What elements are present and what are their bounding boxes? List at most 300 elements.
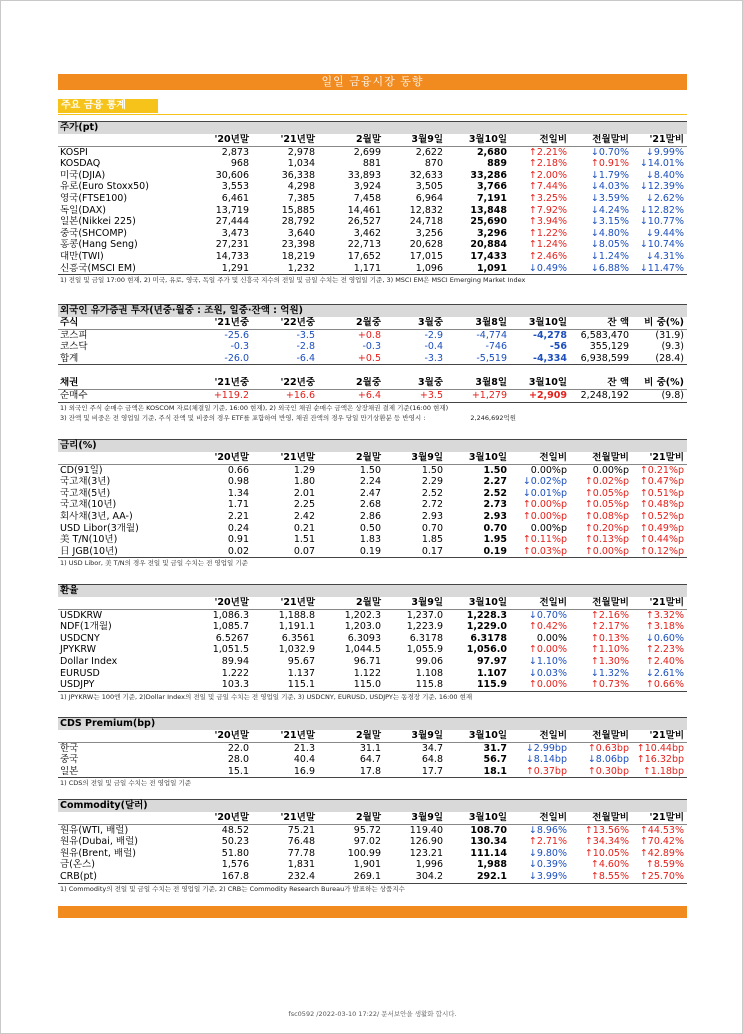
- value-cell: 0.17: [384, 546, 446, 558]
- value-cell: 13,848: [470, 204, 507, 216]
- change-cell: ↑34.34%: [584, 836, 629, 848]
- value-cell: +3.5: [384, 389, 446, 402]
- header-row: [58, 730, 687, 742]
- change-cell: ↑0.02%p: [584, 476, 629, 488]
- change-cell: ↑2.71%: [528, 836, 567, 848]
- value-cell: 17,652: [347, 250, 381, 262]
- change-cell: ↑0.47%p: [639, 476, 684, 488]
- value-cell: 6,938,599: [570, 353, 632, 365]
- value-cell: (9.3): [661, 341, 684, 353]
- change-cell: ↑10.05%: [584, 847, 629, 859]
- row-label: 영국(FTSE100): [60, 192, 128, 204]
- change-cell: ↓12.39%: [639, 181, 684, 193]
- value-cell: 130.34: [470, 836, 507, 848]
- table-row: [58, 523, 687, 535]
- value-cell: 1,086.3: [212, 609, 249, 621]
- value-cell: 2,680: [476, 146, 507, 158]
- change-cell: ↓1.32%: [590, 667, 629, 679]
- value-cell: 2,978: [287, 146, 315, 158]
- value-cell: 3,296: [476, 227, 507, 239]
- value-cell: 2,699: [353, 146, 381, 158]
- value-cell: 2.01: [293, 487, 315, 499]
- value-cell: 50.23: [221, 836, 249, 848]
- header-row: [58, 597, 687, 609]
- row-label: 원유(Dubai, 배럴): [60, 836, 138, 848]
- column-header: '21말비: [632, 812, 687, 824]
- value-cell: 33,286: [470, 169, 507, 181]
- value-cell: -5,519: [446, 353, 510, 365]
- value-cell: 1.80: [293, 476, 315, 488]
- header-row: [58, 134, 687, 146]
- value-cell: 0.07: [252, 546, 318, 558]
- row-label: 대만(TWI): [60, 250, 104, 262]
- value-cell: 1,051.5: [212, 644, 249, 656]
- value-cell: 18.1: [446, 766, 510, 778]
- value-cell: 15.1: [186, 766, 252, 778]
- column-header: 3월10일: [446, 452, 510, 464]
- value-cell: 6.3178: [409, 632, 443, 644]
- value-cell: 64.8: [421, 754, 443, 766]
- change-cell: ↑7.92%: [528, 204, 567, 216]
- change-cell: ↑0.52%p: [639, 510, 684, 522]
- value-cell: 115.1: [252, 679, 318, 691]
- value-cell: 12,832: [409, 204, 443, 216]
- row-label: USD Libor(3개월): [60, 522, 139, 534]
- change-cell: ↓8.14bp: [525, 754, 567, 766]
- change-cell: ↓0.01%p: [522, 487, 567, 499]
- column-header: 전일비: [510, 597, 570, 609]
- value-cell: 0.70: [421, 522, 443, 534]
- value-cell: -3.3: [384, 353, 446, 365]
- value-cell: 968: [230, 158, 249, 170]
- column-header: 전월말비: [570, 730, 632, 742]
- change-cell: ↑3.94%: [528, 216, 567, 228]
- value-cell: 0.02: [186, 546, 252, 558]
- value-cell: (31.9): [655, 329, 684, 341]
- fx-section: [58, 584, 687, 702]
- table-row: [58, 181, 687, 193]
- value-cell: 1,576: [221, 859, 249, 871]
- value-cell: 1,188.8: [278, 609, 315, 621]
- value-cell: 3,924: [353, 181, 381, 193]
- value-cell: 0.66: [227, 464, 249, 476]
- bottom-bar: [58, 906, 687, 918]
- row-label: USDKRW: [60, 609, 103, 621]
- header-row: [58, 377, 687, 389]
- row-label: 국고채(3년): [60, 476, 111, 488]
- column-header: 2월중: [318, 377, 384, 389]
- value-cell: 7,458: [353, 192, 381, 204]
- value-cell: 96.71: [353, 655, 381, 667]
- value-cell: 31.7: [483, 742, 507, 754]
- table-row: [58, 742, 687, 754]
- change-cell: ↑13.56%: [584, 824, 629, 836]
- value-cell: 2.25: [293, 499, 315, 511]
- table-row: [58, 228, 687, 240]
- change-cell: ↓8.96%: [528, 824, 567, 836]
- value-cell: 17.7: [384, 766, 446, 778]
- table-row: [58, 871, 687, 883]
- commodity-section: [58, 799, 687, 894]
- value-cell: -4,278: [533, 329, 567, 341]
- change-cell: ↑2.17%: [590, 621, 629, 633]
- table-row: [58, 609, 687, 621]
- table-row: [58, 170, 687, 182]
- value-cell: -6.4: [252, 353, 318, 365]
- change-cell: ↓11.47%: [632, 263, 687, 275]
- value-cell: 33,893: [347, 169, 381, 181]
- column-header: 3월10일: [510, 317, 570, 329]
- column-header: 2월말: [318, 597, 384, 609]
- value-cell: 1,203.0: [344, 621, 381, 633]
- change-cell: ↑2.16%: [590, 609, 629, 621]
- value-cell: 6,583,470: [580, 329, 629, 341]
- table-row: [58, 668, 687, 680]
- table-row: [58, 754, 687, 766]
- column-header: 전월말비: [570, 597, 632, 609]
- value-cell: 1,232: [252, 263, 318, 275]
- value-cell: 2.68: [359, 499, 381, 511]
- value-cell: 111.14: [470, 847, 507, 859]
- row-label: 원유(WTI, 배럴): [60, 824, 129, 836]
- value-cell: 1.71: [227, 499, 249, 511]
- value-cell: 304.2: [384, 871, 446, 883]
- column-header: 3월중: [384, 377, 446, 389]
- value-cell: 13,719: [215, 204, 249, 216]
- change-cell: ↑0.42%: [528, 621, 567, 633]
- value-cell: 1.50: [359, 464, 381, 476]
- column-header: '21년중: [186, 377, 252, 389]
- stocks-section: [58, 121, 687, 285]
- column-header: 2월말: [318, 812, 384, 824]
- foreign-bond-table: [58, 377, 687, 402]
- value-cell: 119.40: [409, 824, 443, 836]
- change-cell: ↑0.20%p: [584, 522, 629, 534]
- value-cell: 7,385: [287, 192, 315, 204]
- value-cell: 1.83: [359, 534, 381, 546]
- value-cell: (9.8): [632, 389, 687, 402]
- table-row: [58, 216, 687, 228]
- change-cell: ↑0.66%: [632, 679, 687, 691]
- row-label: CD(91일): [60, 464, 103, 476]
- value-cell: 2.47: [359, 487, 381, 499]
- change-cell: ↓9.99%: [645, 146, 684, 158]
- value-cell: +2,909: [510, 389, 570, 402]
- value-cell: 167.8: [186, 871, 252, 883]
- change-cell: ↑0.49%p: [639, 522, 684, 534]
- column-header: 3월중: [384, 317, 446, 329]
- value-cell: 2.24: [359, 476, 381, 488]
- table-row: [58, 621, 687, 633]
- foreign-note-1: 1) 외국인 주식 순매수 금액은 KOSCOM 자료(체결일 기준, 16:00 현재), 2) 외국인 채권 순매수 금액은 상장채권 결제 기준(16:00 현재): [60, 403, 449, 412]
- row-label: 코스닥: [60, 341, 88, 353]
- change-cell: ↑0.00%p: [522, 510, 567, 522]
- stocks-title: 주가(pt): [58, 121, 687, 134]
- table-row: [58, 193, 687, 205]
- column-header: '21말비: [632, 730, 687, 742]
- change-cell: ↑4.60%: [590, 859, 629, 871]
- table-row: [58, 353, 687, 365]
- column-header: '22년중: [252, 377, 318, 389]
- value-cell: -0.4: [424, 341, 443, 353]
- column-header: [58, 134, 186, 146]
- value-cell: 1.95: [483, 534, 507, 546]
- value-cell: 23,398: [281, 239, 315, 251]
- change-cell: ↑16.32bp: [636, 754, 684, 766]
- value-cell: -25.6: [224, 329, 249, 341]
- table-row: [58, 263, 687, 275]
- column-header: '21년말: [252, 812, 318, 824]
- row-label: 한국: [60, 742, 79, 754]
- change-cell: ↓14.01%: [639, 158, 684, 170]
- column-header: '22년중: [252, 317, 318, 329]
- value-cell: 95.67: [287, 655, 315, 667]
- row-label: JPYKRW: [60, 644, 96, 656]
- stocks-table: [58, 134, 687, 275]
- change-cell: ↑44.53%: [639, 824, 684, 836]
- value-cell: 6.3561: [281, 632, 315, 644]
- value-cell: 97.97: [476, 655, 507, 667]
- column-header: 2월말: [318, 452, 384, 464]
- value-cell: 0.50: [359, 522, 381, 534]
- value-cell: -4,774: [476, 329, 507, 341]
- column-header: [58, 597, 186, 609]
- value-cell: 1.108: [415, 667, 443, 679]
- value-cell: 1,056.0: [466, 644, 507, 656]
- value-cell: +0.8: [357, 329, 381, 341]
- column-header: '20년말: [186, 452, 252, 464]
- value-cell: 1.50: [421, 464, 443, 476]
- value-cell: 89.94: [221, 655, 249, 667]
- change-cell: ↑0.51%p: [639, 487, 684, 499]
- change-cell: ↑0.44%p: [639, 534, 684, 546]
- value-cell: 0.19: [318, 546, 384, 558]
- value-cell: 99.06: [415, 655, 443, 667]
- rates-table: [58, 452, 687, 558]
- rates-title: 금리(%): [58, 439, 687, 452]
- change-cell: ↑10.44bp: [636, 742, 684, 754]
- row-label: 美 T/N(10년): [60, 534, 118, 546]
- cds-table: [58, 730, 687, 778]
- change-cell: ↑2.40%: [645, 655, 684, 667]
- value-cell: 21.3: [293, 742, 315, 754]
- table-row: [58, 499, 687, 511]
- fx-table: [58, 597, 687, 692]
- header-row: [58, 812, 687, 824]
- change-cell: ↓12.82%: [639, 204, 684, 216]
- page-title-banner: 일일 금융시장 동향: [58, 74, 687, 90]
- foreign-note-2: [58, 413, 687, 423]
- column-header: '21년말: [252, 597, 318, 609]
- change-cell: ↑0.05%p: [584, 487, 629, 499]
- table-row: [58, 146, 687, 158]
- change-cell: ↓6.88%: [570, 263, 632, 275]
- value-cell: 24,718: [409, 216, 443, 228]
- change-cell: ↑2.23%: [645, 644, 684, 656]
- value-cell: 14,461: [347, 204, 381, 216]
- value-cell: 1,096: [384, 263, 446, 275]
- value-cell: 7,191: [476, 192, 507, 204]
- value-cell: 2.42: [293, 510, 315, 522]
- table-row: [58, 546, 687, 558]
- value-cell: 1.222: [221, 667, 249, 679]
- column-header: 전일비: [510, 730, 570, 742]
- value-cell: 103.3: [186, 679, 252, 691]
- value-cell: 16.9: [252, 766, 318, 778]
- value-cell: 0.91: [227, 534, 249, 546]
- change-cell: ↓4.03%: [590, 181, 629, 193]
- change-cell: ↑0.21%p: [639, 464, 684, 476]
- change-cell: ↑25.70%: [632, 871, 687, 883]
- change-cell: ↑2.00%: [528, 169, 567, 181]
- foreign-section: [58, 304, 687, 423]
- value-cell: 115.9: [446, 679, 510, 691]
- value-cell: 1.29: [293, 464, 315, 476]
- change-cell: ↑0.05%p: [584, 499, 629, 511]
- value-cell: 881: [362, 158, 381, 170]
- value-cell: 2,248,192: [570, 389, 632, 402]
- row-label: 합계: [58, 353, 186, 365]
- value-cell: 56.7: [483, 754, 507, 766]
- column-header: 잔 액: [570, 317, 632, 329]
- value-cell: 870: [424, 158, 443, 170]
- value-cell: 48.52: [221, 824, 249, 836]
- change-cell: ↓4.80%: [590, 227, 629, 239]
- column-header: '20년말: [186, 730, 252, 742]
- change-cell: ↓0.49%: [510, 263, 570, 275]
- value-cell: 292.1: [446, 871, 510, 883]
- row-label: 금(온스): [60, 859, 95, 871]
- value-cell: 1,988: [476, 859, 507, 871]
- column-header: 전일비: [510, 452, 570, 464]
- value-cell: 17.8: [318, 766, 384, 778]
- change-cell: ↓2.62%: [645, 192, 684, 204]
- column-header: 비 중(%): [632, 377, 687, 389]
- row-label: 日 JGB(10년): [58, 546, 186, 558]
- change-cell: 0.00%: [536, 632, 567, 644]
- value-cell: +16.6: [252, 389, 318, 402]
- value-cell: 2.72: [421, 499, 443, 511]
- value-cell: 28.0: [227, 754, 249, 766]
- value-cell: 1.107: [476, 667, 507, 679]
- table-row: [58, 239, 687, 251]
- value-cell: 20,628: [409, 239, 443, 251]
- value-cell: 1,228.3: [466, 609, 507, 621]
- table-row: [58, 848, 687, 860]
- value-cell: 17,015: [409, 250, 443, 262]
- change-cell: ↑0.00%p: [522, 499, 567, 511]
- change-cell: ↑1.22%: [528, 227, 567, 239]
- value-cell: 34.7: [421, 742, 443, 754]
- value-cell: 3,766: [476, 181, 507, 193]
- table-row: [58, 633, 687, 645]
- row-label: EURUSD: [60, 667, 100, 679]
- rates-note: 1) USD Libor, 美 T/N의 경우 전일 및 금일 수치는 전 영업일 기준: [60, 559, 248, 568]
- value-cell: +119.2: [186, 389, 252, 402]
- row-label: 코스피: [60, 329, 88, 341]
- table-row: [58, 341, 687, 353]
- commodity-note: 1) Commodity의 전일 및 금일 수치는 전 영업일 기준, 2) CRB는 Commodity Research Bureau가 발표하는 상품지수: [60, 884, 405, 893]
- table-row: [58, 859, 687, 871]
- change-cell: ↑0.03%p: [510, 546, 570, 558]
- value-cell: 1,191.1: [278, 621, 315, 633]
- value-cell: 1,034: [287, 158, 315, 170]
- value-cell: 6.3178: [470, 632, 507, 644]
- value-cell: 115.8: [384, 679, 446, 691]
- row-label: 중국: [60, 754, 79, 766]
- value-cell: 1,223.9: [406, 621, 443, 633]
- value-cell: 1.51: [293, 534, 315, 546]
- value-cell: 95.72: [353, 824, 381, 836]
- column-header: 2월중: [318, 317, 384, 329]
- table-row: [58, 488, 687, 500]
- row-label: 국고채(10년): [60, 499, 117, 511]
- column-header: [58, 730, 186, 742]
- value-cell: 3,640: [287, 227, 315, 239]
- value-cell: 3,553: [221, 181, 249, 193]
- change-cell: ↓8.05%: [590, 239, 629, 251]
- row-label: 독일(DAX): [60, 204, 106, 216]
- value-cell: -26.0: [186, 353, 252, 365]
- value-cell: 1,202.3: [344, 609, 381, 621]
- table-row: [58, 534, 687, 546]
- table-row: [58, 251, 687, 263]
- change-cell: ↑70.42%: [639, 836, 684, 848]
- column-header: 2월말: [318, 134, 384, 146]
- row-label: 일본(Nikkei 225): [60, 216, 136, 228]
- column-header: 3월8일: [446, 317, 510, 329]
- value-cell: -3.5: [296, 329, 315, 341]
- subtitle-divider: [58, 114, 687, 115]
- value-cell: 36,338: [281, 169, 315, 181]
- value-cell: 1.85: [421, 534, 443, 546]
- change-cell: ↑0.00%: [528, 644, 567, 656]
- change-cell: ↓9.80%: [528, 847, 567, 859]
- change-cell: ↑7.44%: [528, 181, 567, 193]
- column-header: 2월말: [318, 730, 384, 742]
- row-label: NDF(1개월): [60, 621, 112, 633]
- column-header: '21년말: [252, 730, 318, 742]
- change-cell: ↑8.59%: [645, 859, 684, 871]
- change-cell: ↑3.32%: [645, 609, 684, 621]
- column-header: '21년중: [186, 317, 252, 329]
- value-cell: 2.93: [483, 510, 507, 522]
- change-cell: ↑0.48%p: [639, 499, 684, 511]
- value-cell: 2.93: [421, 510, 443, 522]
- column-header: 3월8일: [446, 377, 510, 389]
- value-cell: 6.3093: [347, 632, 381, 644]
- change-cell: ↓3.15%: [590, 216, 629, 228]
- value-cell: 1.50: [483, 464, 507, 476]
- value-cell: 2.29: [421, 476, 443, 488]
- value-cell: 0.24: [227, 522, 249, 534]
- foreign-title: 외국인 유가증권 투자(년중·월중 : 조원, 일중·잔액 : 억원): [58, 304, 687, 317]
- value-cell: 1,044.5: [344, 644, 381, 656]
- column-header: 3월10일: [446, 597, 510, 609]
- value-cell: 355,129: [589, 341, 629, 353]
- column-header: 3월9일: [384, 812, 446, 824]
- value-cell: 1,055.9: [406, 644, 443, 656]
- value-cell: 27,231: [215, 239, 249, 251]
- change-cell: ↑0.12%p: [632, 546, 687, 558]
- column-header: 3월10일: [446, 134, 510, 146]
- value-cell: 115.0: [318, 679, 384, 691]
- foreign-note-2-text: 3) 잔액 및 비중은 전 영업일 기준, 주식 잔액 및 비중의 경우 ETF를 포함하여 반영, 채권 잔액의 경우 당일 만기상환분 등 반영시 :: [60, 413, 426, 422]
- change-cell: ↑0.13%: [590, 632, 629, 644]
- row-label: KOSDAQ: [60, 158, 101, 170]
- value-cell: 4,298: [287, 181, 315, 193]
- column-header: 전월말비: [570, 812, 632, 824]
